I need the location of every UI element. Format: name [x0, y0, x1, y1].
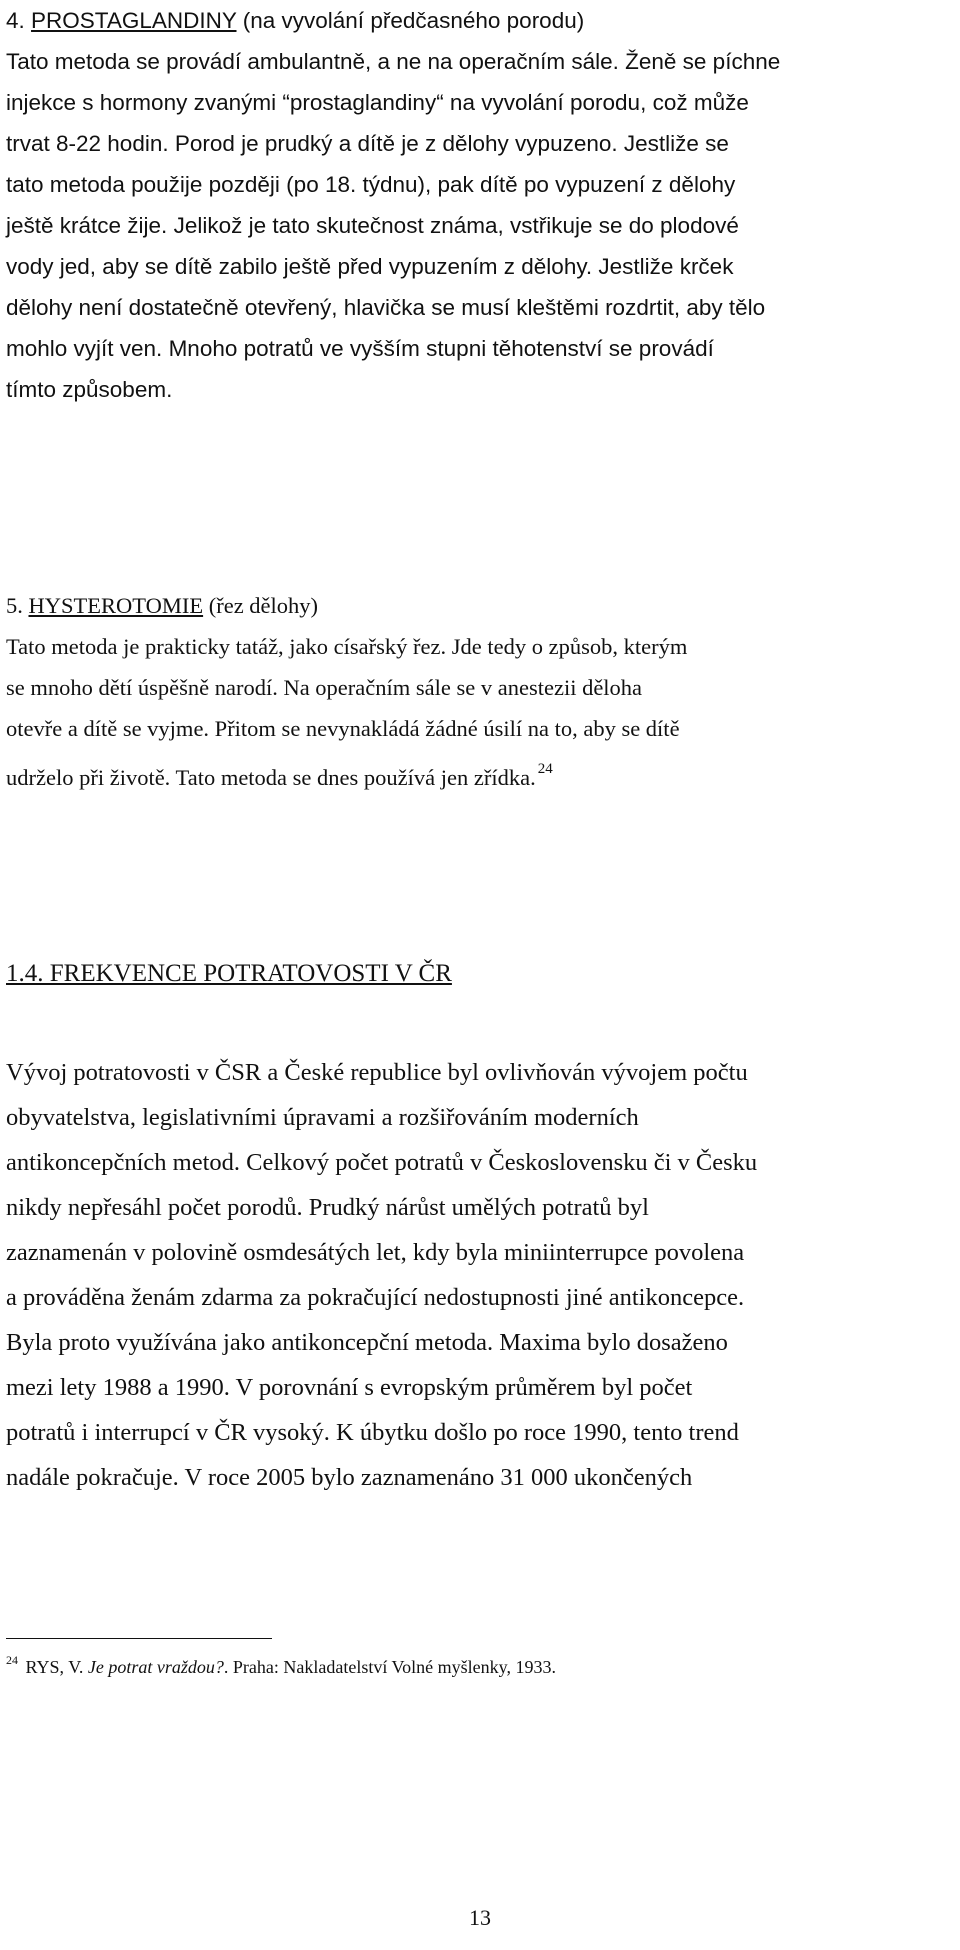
footnote-author: RYS, V.: [21, 1657, 88, 1677]
paragraph-line: obyvatelstva, legislativními úpravami a rozšiřováním moderních: [6, 1104, 639, 1131]
page-number: 13: [469, 1905, 491, 1930]
section-heading: [6, 0, 956, 41]
chapter-heading-text: 1.4. FREKVENCE POTRATOVOSTI V ČR: [6, 960, 452, 987]
paragraph-line: dělohy není dostatečně otevřený, hlavička se musí kleštěmi rozdrtit, aby tělo: [6, 295, 766, 320]
paragraph-line: mohlo vyjít ven. Mnoho potratů ve vyšším stupni těhotenství se provádí: [6, 336, 714, 361]
paragraph-line: a prováděna ženám zdarma za pokračující nedostupnosti jiné antikoncepce.: [6, 1284, 745, 1311]
paragraph-line: tímto způsobem.: [6, 377, 173, 402]
paragraph-line: trvat 8-22 hodin. Porod je prudký a dítě je z dělohy vypuzeno. Jestliže se: [6, 131, 729, 156]
heading-number: 4.: [6, 8, 25, 33]
paragraph-line: Tato metoda se provádí ambulantně, a ne na operačním sále. Ženě se píchne: [6, 49, 781, 74]
paragraph-line: otevře a dítě se vyjme. Přitom se nevynakládá žádné úsilí na to, aby se dítě: [6, 716, 680, 741]
footnote-reference[interactable]: 24: [537, 761, 553, 777]
footnote-number: 24: [6, 1653, 18, 1667]
heading-subtitle: (řez dělohy): [203, 593, 319, 618]
heading-number: 5.: [6, 593, 29, 618]
paragraph-line: se mnoho dětí úspěšně narodí. Na operačním sále se v anestezii děloha: [6, 675, 643, 700]
paragraph-line-text: udrželo při životě. Tato metoda se dnes používá jen zřídka.: [6, 765, 536, 790]
paragraph-line: zaznamenán v polovině osmdesátých let, kdy byla miniinterrupce povolena: [6, 1239, 745, 1266]
paragraph-line: [6, 749, 956, 798]
section-hysterotomie: [6, 585, 956, 798]
footnote: [6, 1653, 556, 1678]
paragraph-line: potratů i interrupcí v ČR vysoký. K úbytku došlo po roce 1990, tento trend: [6, 1419, 739, 1446]
section-prostaglandiny: [6, 0, 956, 410]
paragraph-line: injekce s hormony zvanými “prostaglandiny“ na vyvolání porodu, což může: [6, 90, 749, 115]
section-frekvence-body: [6, 1050, 956, 1500]
heading-term: PROSTAGLANDINY: [31, 8, 237, 33]
paragraph-line: mezi lety 1988 a 1990. V porovnání s evropským průměrem byl počet: [6, 1374, 693, 1401]
paragraph-line: Byla proto využívána jako antikoncepční metoda. Maxima bylo dosaženo: [6, 1329, 728, 1356]
paragraph-line: vody jed, aby se dítě zabilo ještě před vypuzením z dělohy. Jestliže krček: [6, 254, 734, 279]
paragraph-line: Tato metoda je prakticky tatáž, jako císařský řez. Jde tedy o způsob, kterým: [6, 634, 688, 659]
chapter-heading: [6, 960, 956, 988]
footnote-title: Je potrat vraždou?: [87, 1657, 224, 1677]
footnote-publisher: . Praha: Nakladatelství Volné myšlenky, 1933.: [223, 1657, 556, 1677]
paragraph-line: ještě krátce žije. Jelikož je tato skutečnost známa, vstřikuje se do plodové: [6, 213, 739, 238]
footnote-divider: [6, 1638, 272, 1639]
paragraph-line: tato metoda použije později (po 18. týdnu), pak dítě po vypuzení z dělohy: [6, 172, 736, 197]
paragraph-line: Vývoj potratovosti v ČSR a České republice byl ovlivňován vývojem počtu: [6, 1059, 748, 1086]
paragraph-line: nadále pokračuje. V roce 2005 bylo zaznamenáno 31 000 ukončených: [6, 1464, 693, 1491]
paragraph-line: antikoncepčních metod. Celkový počet potratů v Československu či v Česku: [6, 1149, 758, 1176]
heading-term: HYSTEROTOMIE: [28, 593, 204, 618]
paragraph-line: nikdy nepřesáhl počet porodů. Prudký nárůst umělých potratů byl: [6, 1194, 649, 1221]
section-heading: [6, 585, 956, 626]
heading-subtitle: (na vyvolání předčasného porodu): [236, 8, 585, 33]
